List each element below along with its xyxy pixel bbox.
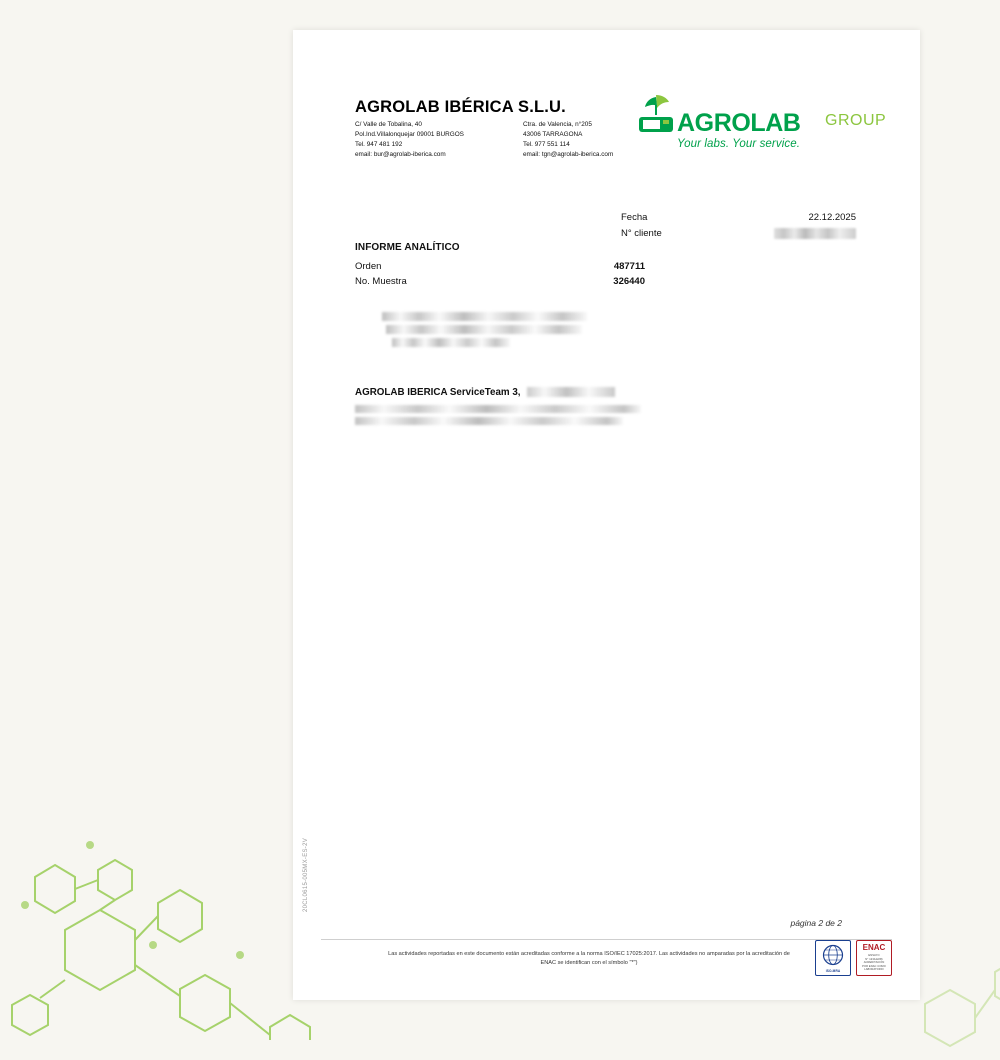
address-line: Ctra. de Valencia, n°205 — [523, 121, 592, 128]
address-burgos — [355, 120, 523, 160]
company-name: AGROLAB IBÉRICA S.L.U. — [355, 98, 566, 116]
meta-row-cliente — [621, 228, 856, 239]
muestra-label: No. Muestra — [355, 276, 407, 287]
enac-sublabel: ENSAYO N° 123/LE456 ACREDITACIÓN POR ENAC COMO LABORATORIO — [862, 954, 886, 971]
footer-divider — [321, 939, 892, 940]
meta-row-fecha — [621, 212, 856, 223]
redacted-line — [392, 338, 510, 347]
logo-group-text: GROUP — [825, 112, 887, 129]
address-line: Pol.Ind.Villalonquejar 09001 BURGOS — [355, 130, 464, 138]
report-row-orden — [355, 261, 645, 272]
report-block — [355, 242, 645, 291]
address-line: C/ Valle de Tobalina, 40 — [355, 121, 422, 128]
cliente-value-redacted — [774, 228, 856, 239]
redacted-line — [355, 417, 623, 425]
fecha-label: Fecha — [621, 212, 648, 223]
enac-label: ENAC — [862, 943, 886, 952]
address-line: Tel. 947 481 192 — [355, 140, 403, 148]
service-team-label: AGROLAB IBERICA ServiceTeam 3, — [355, 387, 521, 398]
orden-value: 487711 — [613, 261, 645, 272]
report-row-muestra — [355, 276, 645, 287]
service-team-lines — [355, 405, 655, 425]
page-number: página 2 de 2 — [790, 918, 842, 928]
page-title: INFORME ANALÍTICO — [355, 242, 460, 253]
enac-icon — [856, 940, 892, 976]
cliente-label: N° cliente — [621, 228, 662, 239]
ilac-caption: ISO-MRA — [825, 969, 841, 973]
accreditation-logos — [815, 940, 892, 976]
agrolab-logo — [632, 87, 887, 162]
company-info — [355, 98, 645, 160]
document-meta — [621, 212, 856, 244]
muestra-value: 326440 — [613, 276, 645, 287]
logo-wordmark: AGROLAB — [677, 109, 801, 137]
document-page — [293, 30, 920, 1000]
client-address-redacted — [378, 312, 593, 354]
address-line: email: tgn@agrolab-iberica.com — [523, 150, 614, 158]
address-tarragona — [523, 120, 613, 160]
redacted-line — [386, 325, 582, 334]
service-team-title — [355, 387, 655, 398]
service-team-block — [355, 387, 655, 429]
plant-lab-icon — [632, 89, 680, 137]
logo-tagline: Your labs. Your service. — [677, 138, 801, 150]
redacted-line — [382, 312, 587, 321]
fecha-value: 22.12.2025 — [808, 212, 856, 223]
address-line: email: bur@agrolab-iberica.com — [355, 150, 446, 158]
document-side-code: 20CL0615-005MX-ES-2V — [303, 837, 309, 912]
ilac-mra-icon — [815, 940, 851, 976]
redacted-line — [355, 405, 641, 413]
footer-accreditation-note: Las actividades reportadas en este documento están acreditadas conforme a la norma ISO/IEC 17025:2017. Las actividades no amparadas por la acreditación de ENAC se identifican con el símbolo "*") — [388, 950, 790, 966]
orden-label: Orden — [355, 261, 382, 272]
service-team-redacted — [527, 387, 615, 397]
address-line: Tel. 977 551 114 — [523, 140, 570, 148]
address-line: 43006 TARRAGONA — [523, 130, 583, 138]
company-addresses — [355, 120, 645, 160]
